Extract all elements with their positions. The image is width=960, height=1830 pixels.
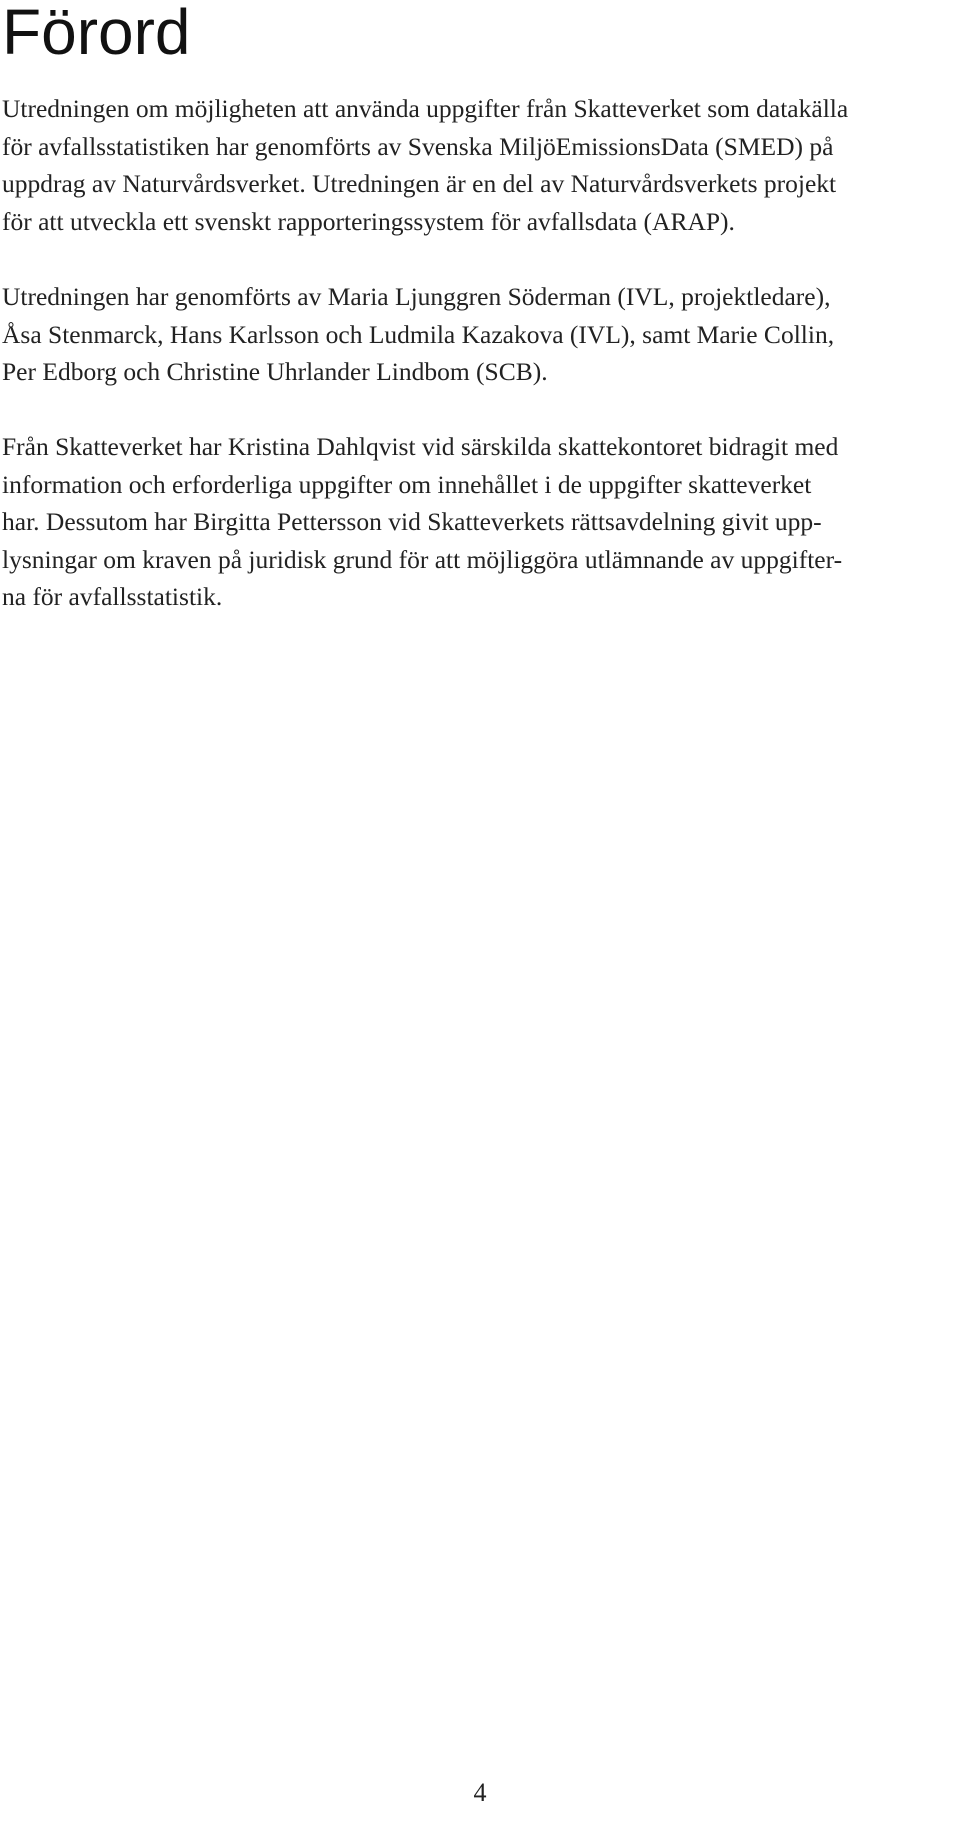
paragraph-line: Utredningen om möjligheten att använda uppgifter från Skatteverket som datakälla	[2, 94, 849, 123]
paragraph-line: Per Edborg och Christine Uhrlander Lindbom (SCB).	[2, 357, 548, 386]
paragraph-line: har. Dessutom har Birgitta Pettersson vid Skatteverkets rättsavdelning givit upp-	[2, 507, 822, 536]
paragraph-line: för avfallsstatistiken har genomförts av Svenska MiljöEmissionsData (SMED) på	[2, 131, 834, 161]
paragraph-line: Utredningen har genomförts av Maria Ljunggren Söderman (IVL, projektledare),	[2, 282, 831, 311]
paragraph-line: lysningar om kraven på juridisk grund för att möjliggöra utlämnande av uppgifter-	[2, 544, 843, 574]
page-title: Förord	[2, 0, 191, 68]
paragraph-line: för att utveckla ett svenskt rapporteringssystem för avfallsdata (ARAP).	[2, 206, 735, 236]
paragraph-line: uppdrag av Naturvårdsverket. Utredningen är en del av Naturvårdsverkets projekt	[2, 169, 837, 198]
paragraph-3	[2, 428, 947, 616]
paragraph-1	[2, 90, 947, 240]
paragraph-line: Från Skatteverket har Kristina Dahlqvist vid särskilda skattekontoret bidragit med	[2, 432, 839, 461]
paragraph-2	[2, 278, 947, 391]
paragraph-line: Åsa Stenmarck, Hans Karlsson och Ludmila Kazakova (IVL), samt Marie Collin,	[2, 319, 835, 349]
page-number: 4	[473, 1778, 487, 1807]
paragraph-line: information och erforderliga uppgifter om innehållet i de uppgifter skatteverket	[2, 469, 812, 499]
paragraph-line: na för avfallsstatistik.	[2, 582, 223, 611]
